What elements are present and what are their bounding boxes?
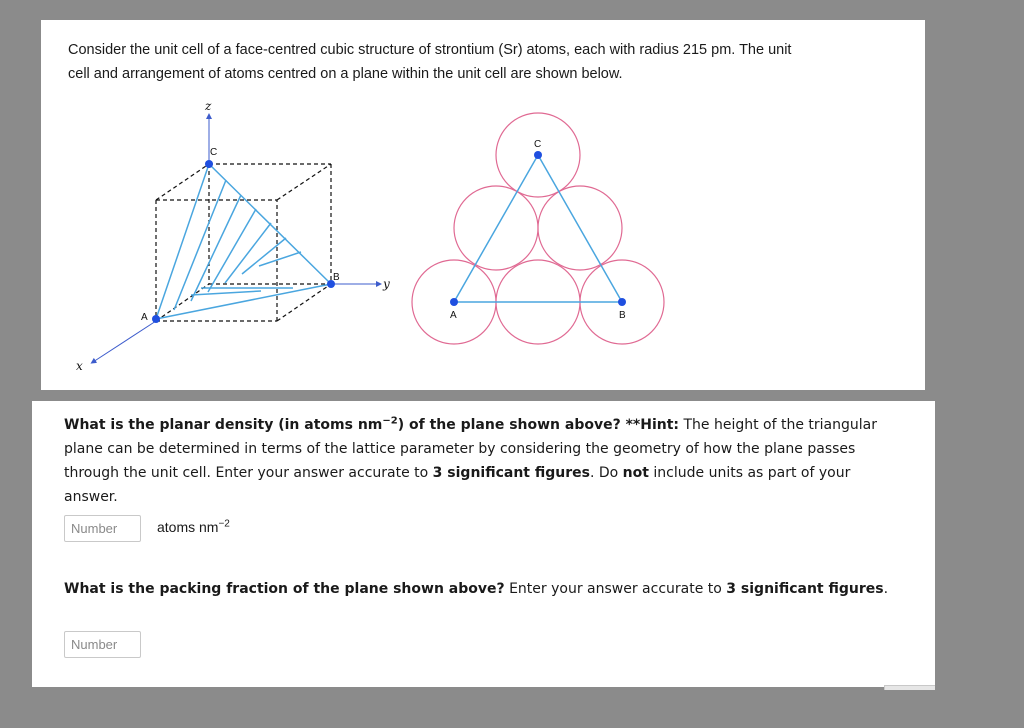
q2-bold-lead: What is the packing fraction of the plane shown above? xyxy=(64,581,505,597)
coordinate-axes xyxy=(93,116,379,362)
q1-text-a: The height of the triangular plane can be determined in terms of the lattice parameter by considering the geometry of how the plane passes through the unit cell. Enter your answer accurate to xyxy=(64,417,877,481)
q1-bold-tail: ) of the plane shown above? xyxy=(397,417,621,433)
q1-text-c: include units as part of your answer. xyxy=(64,465,851,505)
q1-text-b: . Do xyxy=(589,465,623,481)
question-planar-density xyxy=(64,413,904,509)
intro-line-2: cell and arrangement of atoms centred on a plane within the unit cell are shown below. xyxy=(68,66,623,82)
unit-sup: −2 xyxy=(218,518,230,530)
diagram-label-a: A xyxy=(450,310,457,321)
cube-label-c: C xyxy=(210,147,218,158)
question-packing-fraction xyxy=(64,577,904,601)
q2-bold-sigfig: 3 significant figures xyxy=(726,581,884,597)
q1-bold-sigfig: 3 significant figures xyxy=(432,465,590,481)
diagram-point-a xyxy=(450,298,458,306)
q2-text-a: Enter your answer accurate to xyxy=(504,581,727,597)
axis-y-label: y xyxy=(383,277,390,291)
resize-corner xyxy=(884,685,935,690)
diagram-label-c: C xyxy=(534,139,542,150)
intro-line-1: Consider the unit cell of a face-centred cubic structure of strontium (Sr) atoms, each with radius 215 pm. The unit xyxy=(68,42,792,58)
cube-label-a: A xyxy=(141,312,148,323)
atom-a xyxy=(152,315,160,323)
q1-bold-sup: −2 xyxy=(382,415,398,427)
q2-text-b: . xyxy=(883,581,889,597)
q1-bold-lead: What is the planar density (in atoms nm xyxy=(64,417,383,433)
question-figure-card xyxy=(41,20,925,390)
questions-card xyxy=(32,401,935,687)
unit-text: atoms nm xyxy=(157,519,219,535)
diagram-point-c xyxy=(534,151,542,159)
q1-bold-not: not xyxy=(622,465,649,481)
diagram-point-b xyxy=(618,298,626,306)
packing-fraction-input[interactable] xyxy=(64,631,141,658)
q1-hint-label: **Hint: xyxy=(620,417,680,433)
unit-cell-figure xyxy=(41,20,925,390)
planar-density-input[interactable] xyxy=(64,515,141,542)
triangular-plane xyxy=(156,164,331,319)
diagram-label-b: B xyxy=(619,310,626,321)
atom-c xyxy=(205,160,213,168)
axis-z-label: z xyxy=(205,99,212,113)
planar-density-unit xyxy=(157,519,230,535)
axis-x-label: x xyxy=(76,359,83,373)
cube-label-b: B xyxy=(333,272,340,283)
